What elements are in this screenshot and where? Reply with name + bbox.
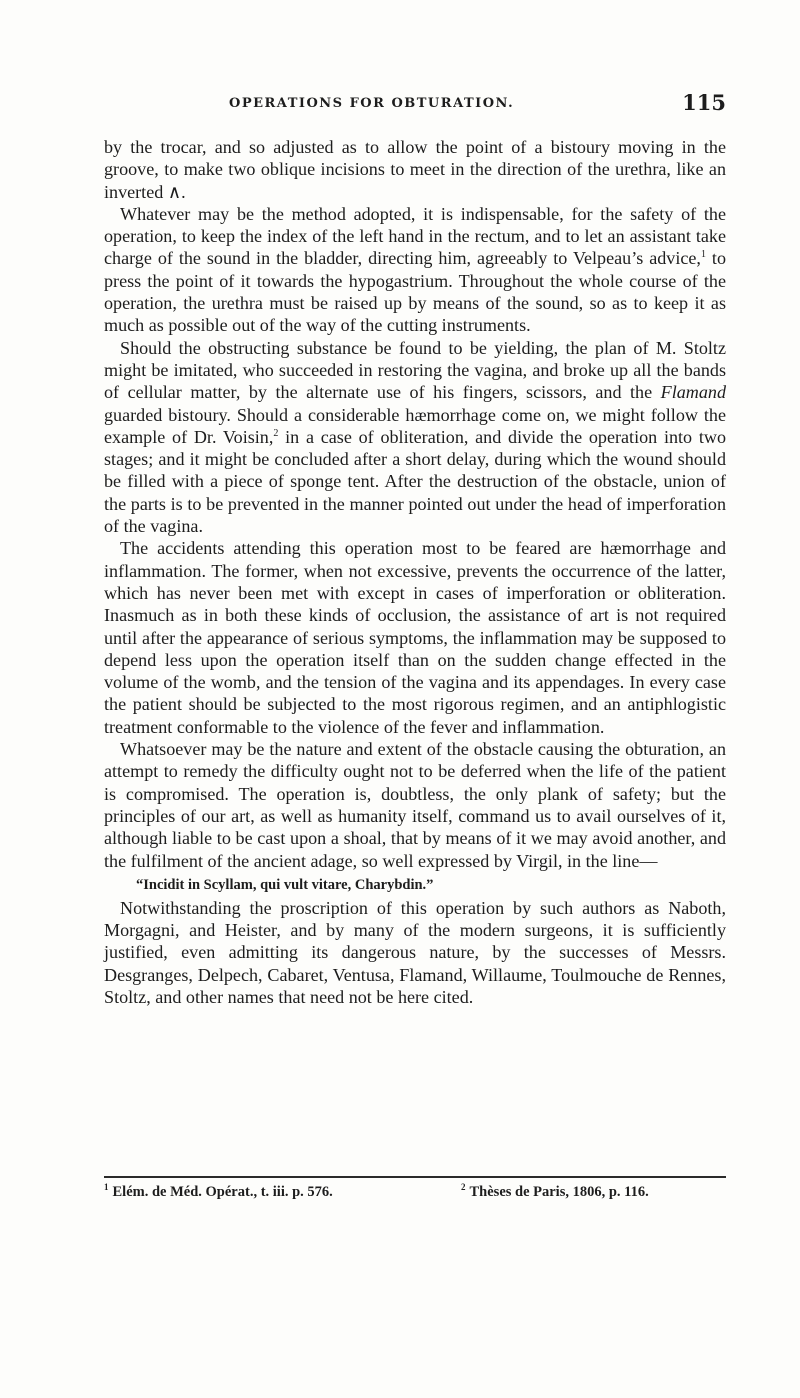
paragraph-1: by the trocar, and so adjusted as to allow the point of a bistoury moving in the groove, to make two oblique incisions to meet in the direction of the urethra, like an inverted ∧. (104, 137, 726, 202)
footnote-ref-2: 2 (273, 427, 279, 439)
page-number: 115 (682, 90, 726, 115)
inverted-v-symbol: ∧ (167, 181, 182, 202)
italic-flamand: Flamand (660, 382, 726, 403)
footnote-1: $^1$ Elém. de Méd. Opérat., t. iii. p. 576. (104, 1182, 333, 1200)
paragraph-6: Notwithstanding the proscription of this operation by such authors as Naboth, Morgagni, and Heister, and by many of the modern surgeons, it is sufficiently justified, even admitting its dangerous nature, by the successes of Messrs. Desgranges, Delpech, Cabaret, Ventusa, Flamand, Willaume, Toulmouche de Rennes, Stoltz, and other names that need not be here cited. (104, 897, 726, 1007)
footnotes (104, 1182, 726, 1202)
virgil-quote: “Incidit in Scyllam, qui vult vitare, Charybdin.” (136, 876, 434, 893)
paragraph-2: Whatever may be the method adopted, it is indispensable, for the safety of the operation, to keep the index of the left hand in the rectum, and to let an assistant take charge of the sound in the bladder, directing him, agreeably to Velpeau’s advice,$^1$ to press the point of it towards the hypogastrium. Throughout the whole course of the operation, the urethra must be raised up by means of the sound, so as to keep it as much as possible out of the way of the cutting instruments. (104, 203, 726, 336)
running-head: OPERATIONS FOR OBTURATION. (229, 96, 515, 111)
paragraph-5: Whatsoever may be the nature and extent of the obstacle causing the obturation, an attempt to remedy the difficulty ought not to be deferred when the life of the patient is compromised. The operation is, doubtless, the only plank of safety; but the principles of our art, as well as humanity itself, command us to avail ourselves of it, although liable to be cast upon a shoal, that by means of it we may avoid another, and the fulfilment of the ancient adage, so well expressed by Virgil, in the line— (104, 739, 726, 871)
page-header (104, 90, 726, 120)
paragraph-4: The accidents attending this operation most to be feared are hæmorrhage and inflammation. The former, when not excessive, prevents the occurrence of the latter, which has never been met with except in cases of imperforation or obliteration. Inasmuch as in both these kinds of occlusion, the assistance of art is not required until after the appearance of serious symptoms, the inflammation may be supposed to depend less upon the operation itself than on the sudden change effected in the volume of the womb, and the tension of the vagina and its appendages. In every case the patient should be subjected to the most rigorous regimen, and an antiphlogistic treatment conformable to the violence of the fever and inflammation. (104, 538, 726, 737)
footnote-divider (104, 1176, 726, 1178)
footnote-2: $^2$ Thèses de Paris, 1806, p. 116. (461, 1182, 649, 1200)
body-text (104, 136, 726, 1008)
paragraph-3: Should the obstructing substance be found to be yielding, the plan of M. Stoltz might be imitated, who succeeded in restoring the vagina, and broke up all the bands of cellular matter, by the alternate use of his fingers, scissors, and the Flamand guarded bistoury. Should a considerable hæmorrhage come on, we might follow the example of Dr. Voisin,$^2$ in a case of obliteration, and divide the operation into two stages; and it might be concluded after a short delay, during which the wound should be filled with a piece of sponge tent. After the destruction of the obstacle, union of the parts is to be prevented in the manner pointed out under the head of imperforation of the vagina. (104, 337, 727, 537)
footnote-ref-1: 1 (700, 249, 706, 261)
